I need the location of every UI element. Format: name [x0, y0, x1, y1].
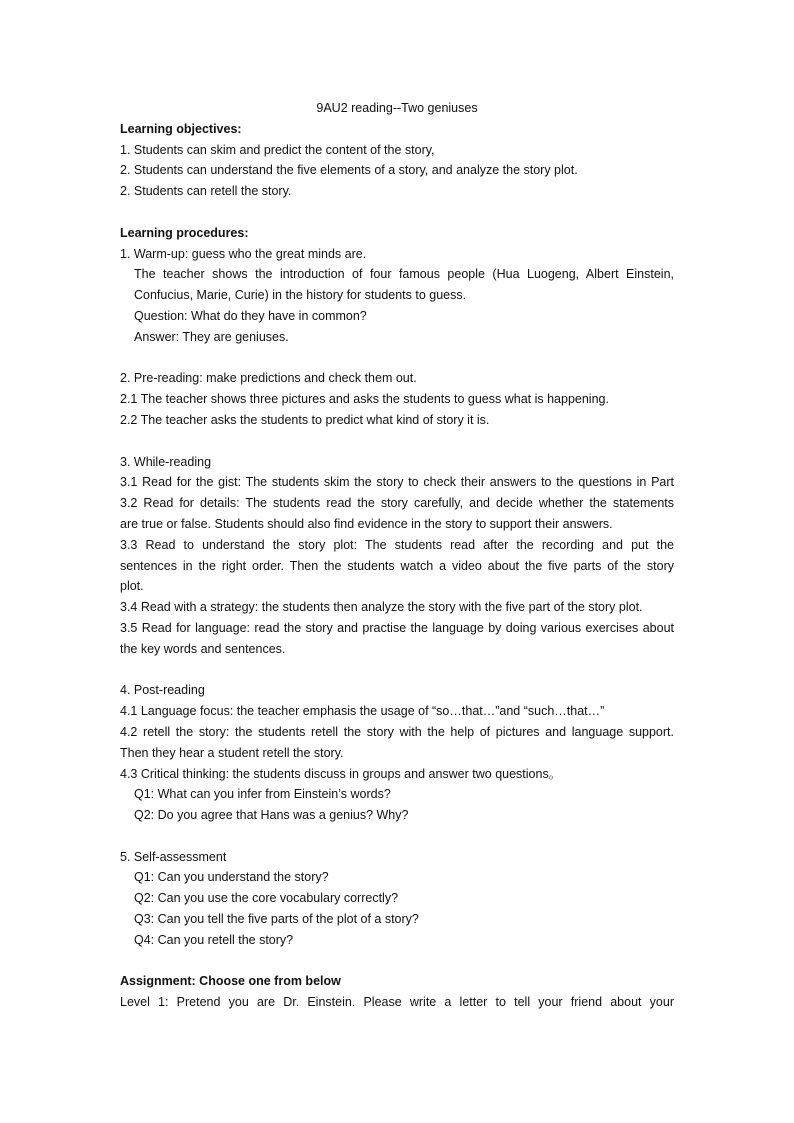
selfassessment-question: Q3: Can you tell the five parts of the plot of a story? — [134, 912, 419, 927]
spacer — [120, 202, 674, 223]
objectives-heading: Learning objectives: — [120, 121, 242, 136]
prereading-line: 2.1 The teacher shows three pictures and asks the students to guess what is happening. — [120, 392, 609, 407]
selfassessment-title: 5. Self-assessment — [120, 849, 227, 864]
whilereading-line: are true or false. Students should also find evidence in the story to support their answers. — [120, 516, 613, 531]
spacer — [120, 660, 674, 681]
postreading-question: Q1: What can you infer from Einstein’s words? — [134, 787, 391, 802]
document-title: 9AU2 reading--Two geniuses — [316, 101, 478, 115]
assignment-line: Level 1: Pretend you are Dr. Einstein. Please write a letter to tell your friend about your — [120, 995, 674, 1010]
warmup-line: The teacher shows the introduction of four famous people (Hua Luogeng, Albert Einstein, — [134, 267, 674, 282]
warmup-line: Confucius, Marie, Curie) in the history for students to guess. — [134, 288, 467, 303]
objective-item: 2. Students can understand the five elements of a story, and analyze the story plot. — [120, 163, 578, 178]
postreading-line: Then they hear a student retell the story. — [120, 745, 344, 760]
whilereading-line: 3.1 Read for the gist: The students skim the story to check their answers to the questions in Part — [120, 475, 674, 490]
assignment-section — [120, 971, 674, 1013]
procedures-section — [120, 223, 674, 951]
warmup-question: Question: What do they have in common? — [134, 308, 367, 323]
whilereading-line: 3.5 Read for language: read the story and practise the language by doing various exercises about — [120, 620, 674, 635]
whilereading-line: 3.2 Read for details: The students read the story carefully, and decide whether the statements — [120, 496, 674, 511]
objective-item: 2. Students can retell the story. — [120, 184, 292, 199]
procedures-heading: Learning procedures: — [120, 225, 249, 240]
whilereading-title: 3. While-reading — [120, 454, 212, 469]
whilereading-line: plot. — [120, 579, 144, 594]
whilereading-line: sentences in the right order. Then the students watch a video about the five parts of the story — [120, 558, 674, 573]
whilereading-line: the key words and sentences. — [120, 641, 286, 656]
spacer — [120, 826, 674, 847]
warmup-title: 1. Warm-up: guess who the great minds are. — [120, 246, 367, 261]
spacer — [120, 348, 674, 369]
selfassessment-question: Q4: Can you retell the story? — [134, 932, 294, 947]
whilereading-line: 3.4 Read with a strategy: the students then analyze the story with the five part of the story plot. — [120, 600, 643, 615]
selfassessment-question: Q1: Can you understand the story? — [134, 870, 329, 885]
postreading-line: 4.3 Critical thinking: the students discuss in groups and answer two questions。 — [120, 766, 562, 781]
objectives-section — [120, 119, 674, 202]
prereading-title: 2. Pre-reading: make predictions and check them out. — [120, 371, 417, 386]
prereading-line: 2.2 The teacher asks the students to predict what kind of story it is. — [120, 412, 490, 427]
postreading-title: 4. Post-reading — [120, 683, 205, 698]
selfassessment-question: Q2: Can you use the core vocabulary correctly? — [134, 891, 399, 906]
objective-item: 1. Students can skim and predict the content of the story, — [120, 142, 435, 157]
postreading-question: Q2: Do you agree that Hans was a genius? Why? — [134, 808, 409, 823]
postreading-line: 4.2 retell the story: the students retell the story with the help of pictures and language support. — [120, 724, 674, 739]
whilereading-line: 3.3 Read to understand the story plot: The students read after the recording and put the — [120, 537, 674, 552]
spacer — [120, 951, 674, 972]
postreading-line: 4.1 Language focus: the teacher emphasis the usage of “so…that…”and “such…that…” — [120, 704, 605, 719]
document-body — [120, 98, 674, 1013]
assignment-heading: Assignment: Choose one from below — [120, 974, 341, 989]
warmup-answer: Answer: They are geniuses. — [134, 329, 289, 344]
spacer — [120, 431, 674, 452]
